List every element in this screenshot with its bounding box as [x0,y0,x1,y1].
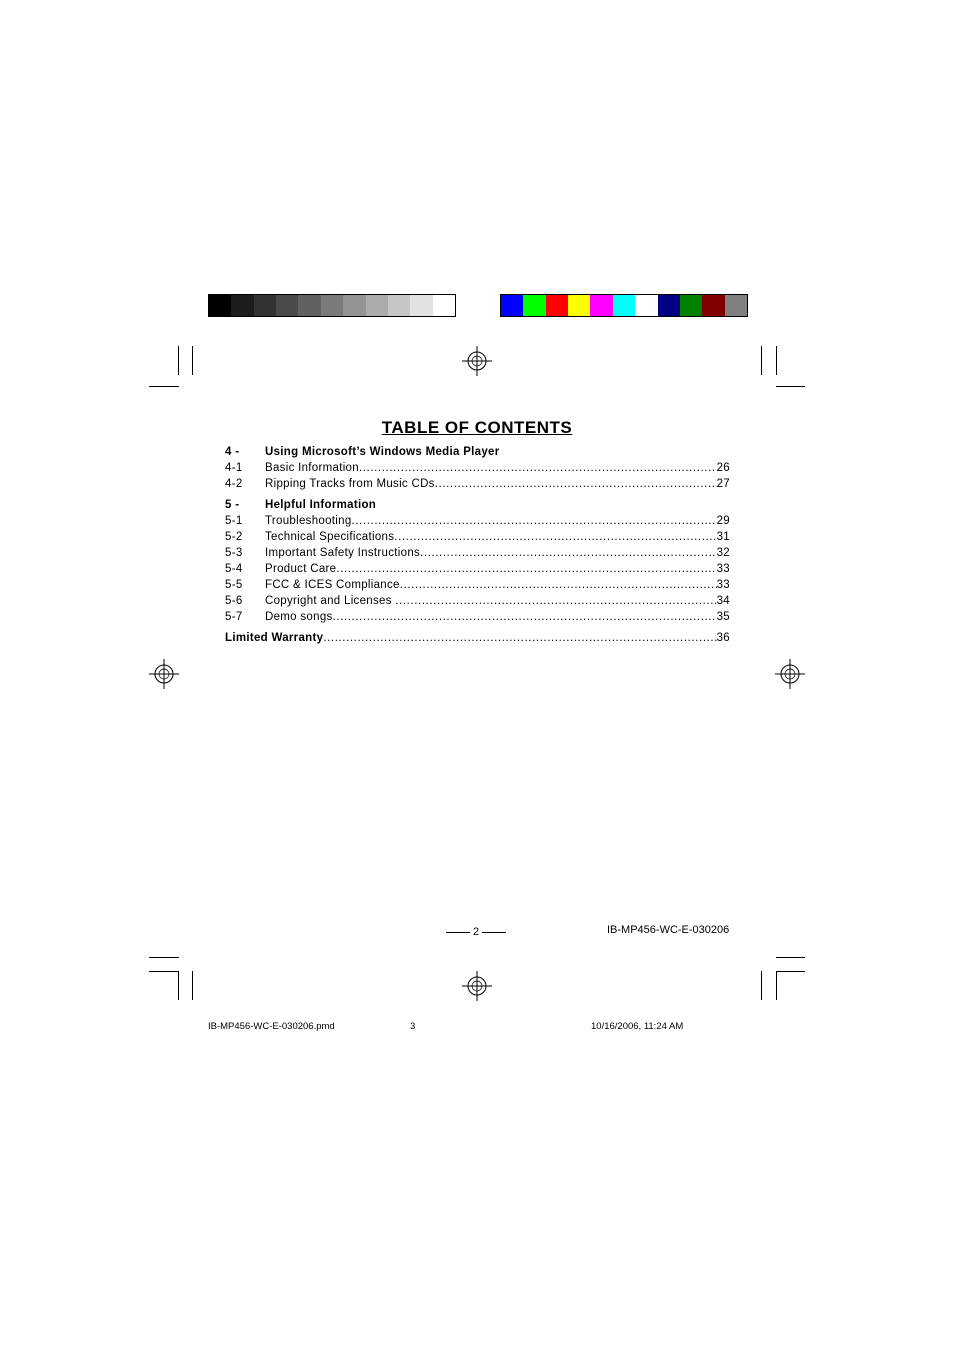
entry-number: 4-1 [225,462,243,474]
dot-leader [323,632,716,644]
page-number-rule [482,932,506,933]
dot-leader [400,579,717,591]
toc-entry[interactable] [225,563,730,579]
toc-entry[interactable] [225,478,730,494]
entry-page: 34 [716,595,730,607]
crop-mark [761,346,762,375]
toc-entry[interactable] [225,531,730,547]
entry-page: 33 [716,579,730,591]
entry-label: Copyright and Licenses [265,595,396,607]
calibration-swatch [523,295,545,316]
entry-number: 5-7 [225,611,243,623]
toc-entry[interactable] [225,547,730,563]
entry-number: 5-4 [225,563,243,575]
entry-number: 5-3 [225,547,243,559]
crop-mark [776,971,805,972]
toc-entry-warranty[interactable] [225,632,730,648]
calibration-swatch [388,295,410,316]
calibration-swatch [231,295,253,316]
sheet-number: 3 [410,1021,416,1032]
toc-entry[interactable] [225,579,730,595]
crop-mark [761,971,762,1000]
registration-target-icon [462,346,492,376]
entry-label: Product Care [265,563,337,575]
calibration-swatch [725,295,747,316]
document-id: IB-MP456-WC-E-030206 [607,924,730,936]
entry-number: 5-1 [225,515,243,527]
entry-page: 35 [716,611,730,623]
crop-mark [178,971,179,1000]
crop-mark [192,971,193,1000]
color-calibration-bar [500,294,748,317]
page-number-rule [446,932,470,933]
dot-leader [394,531,716,543]
toc-entry[interactable] [225,611,730,627]
dot-leader [420,547,717,559]
dot-leader [333,611,717,623]
entry-label: Basic Information [265,462,359,474]
calibration-swatch [613,295,635,316]
calibration-swatch [590,295,612,316]
entry-number: 5-6 [225,595,243,607]
entry-number: 4-2 [225,478,243,490]
calibration-swatch [635,295,657,316]
section-number: 4 - [225,446,240,458]
crop-mark [149,957,179,958]
dot-leader [352,515,717,527]
entry-label: Demo songs [265,611,333,623]
calibration-swatch [568,295,590,316]
crop-mark [149,971,179,972]
section-number: 5 - [225,499,240,511]
registration-target-icon [462,971,492,1001]
entry-label: FCC & ICES Compliance [265,579,400,591]
toc-section-heading [225,499,730,515]
calibration-swatch [321,295,343,316]
section-title: Using Microsoft’s Windows Media Player [265,446,500,458]
page-number-text: 2 [472,926,480,938]
entry-page: 26 [716,462,730,474]
dot-leader [435,478,717,490]
entry-label: Troubleshooting [265,515,352,527]
toc-entry[interactable] [225,462,730,478]
calibration-swatch [254,295,276,316]
calibration-swatch [546,295,568,316]
entry-page: 29 [716,515,730,527]
crop-mark [776,346,777,375]
crop-mark [178,346,179,375]
calibration-swatch [410,295,432,316]
crop-mark [776,386,805,387]
entry-label: Limited Warranty [225,632,324,644]
calibration-swatch [209,295,231,316]
file-name: IB-MP456-WC-E-030206.pmd [208,1021,335,1032]
entry-label: Ripping Tracks from Music CDs [265,478,435,490]
crop-mark [776,971,777,1000]
entry-page: 31 [716,531,730,543]
print-timestamp: 10/16/2006, 11:24 AM [591,1021,684,1032]
calibration-swatch [366,295,388,316]
calibration-swatch [680,295,702,316]
entry-page: 33 [716,563,730,575]
toc-entry[interactable] [225,515,730,531]
calibration-swatch [276,295,298,316]
dot-leader [395,595,716,607]
calibration-swatch [501,295,523,316]
calibration-swatch [433,295,455,316]
calibration-swatch [298,295,320,316]
entry-number: 5-5 [225,579,243,591]
toc-entry[interactable] [225,595,730,611]
section-title: Helpful Information [265,499,377,511]
crop-mark [776,957,805,958]
dot-leader [359,462,717,474]
entry-label: Technical Specifications [265,531,395,543]
entry-page: 32 [716,547,730,559]
page-number [446,925,506,939]
calibration-swatch [658,295,680,316]
registration-target-icon [775,659,805,689]
crop-mark [192,346,193,375]
crop-mark [149,386,179,387]
entry-page: 36 [716,632,730,644]
calibration-swatch [343,295,365,316]
calibration-swatch [702,295,724,316]
toc-section-heading [225,446,730,462]
page-title: TABLE OF CONTENTS [381,418,573,437]
entry-page: 27 [716,478,730,490]
entry-number: 5-2 [225,531,243,543]
entry-label: Important Safety Instructions [265,547,421,559]
grayscale-calibration-bar [208,294,456,317]
dot-leader [336,563,716,575]
registration-target-icon [149,659,179,689]
